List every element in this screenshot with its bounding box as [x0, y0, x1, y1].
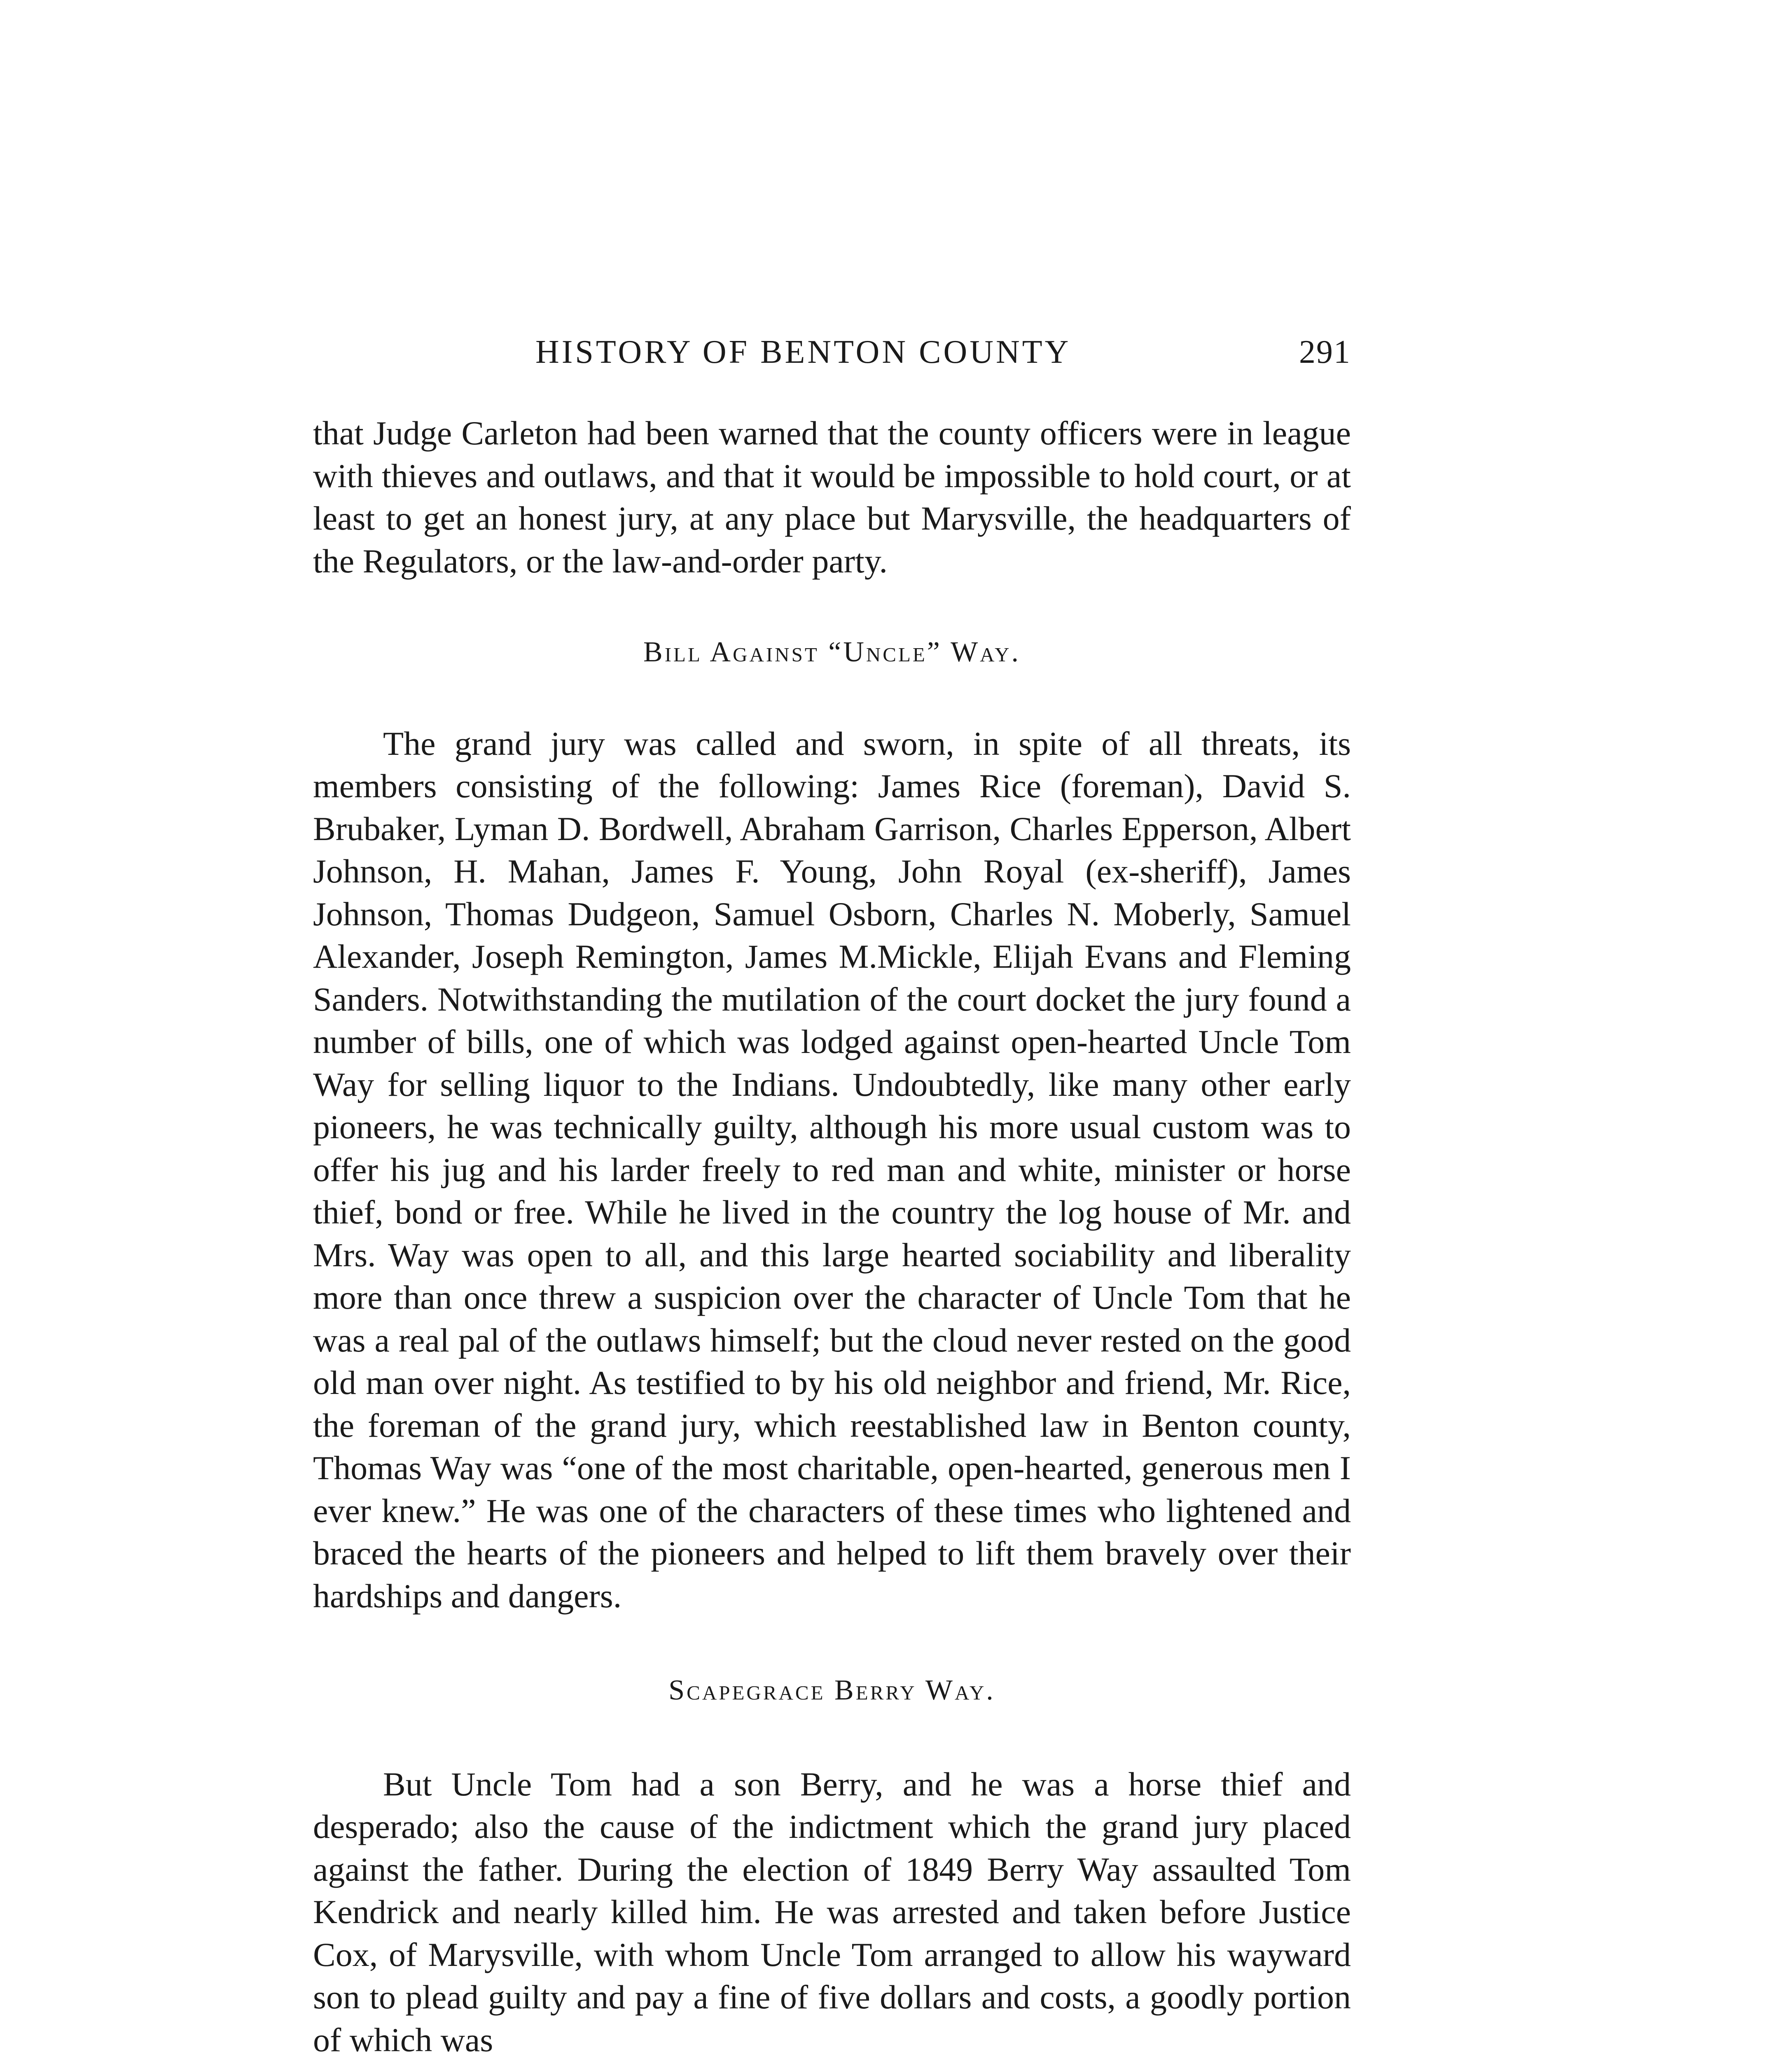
section-heading-bill-against-uncle-way: Bill Against “Uncle” Way.: [643, 636, 1021, 668]
page-number: 291: [1299, 334, 1351, 370]
section-heading-scapegrace-berry-way: Scapegrace Berry Way.: [668, 1674, 995, 1706]
running-head: [313, 329, 1351, 375]
paragraph-grand-jury: The grand jury was called and sworn, in spite of all threats, its members consisting of the following: James Rice (foreman), David S. Brubaker, Lyman D. Bordwell, Abraham Garrison, Charles Epperson, Albert Johnson, H. Mahan, James F. Young, John Royal (ex-sheriff), James Johnson, Thomas Dudgeon, Samuel Osborn, Charles N. Moberly, Samuel Alexander, Joseph Remington, James M.Mickle, Elijah Evans and Fleming Sanders. Notwithstanding the mutilation of the court docket the jury found a number of bills, one of which was lodged against open-hearted Uncle Tom Way for selling liquor to the Indians. Undoubtedly, like many other early pioneers, he was technically guilty, although his more usual custom was to offer his jug and his larder freely to red man and white, minister or horse thief, bond or free. While he lived in the country the log house of Mr. and Mrs. Way was open to all, and this large hearted sociability and liberality more than once threw a suspicion over the character of Uncle Tom that he was a real pal of the outlaws himself; but the cloud never rested on the good old man over night. As testified to by his old neighbor and friend, Mr. Rice, the foreman of the grand jury, which reestablished law in Benton county, Thomas Way was “one of the most charitable, open-hearted, generous men I ever knew.” He was one of the characters of these times who lightened and braced the hearts of the pioneers and helped to lift them bravely over their hardships and dangers.: [313, 724, 1351, 1615]
paragraph-continuation: that Judge Carleton had been warned that the county officers were in league with thieves and outlaws, and that it would be impossible to hold court, or at least to get an honest jury, at any place but Marysville, the headquarters of the Regulators, or the law-and-order party.: [313, 414, 1351, 580]
paragraph-berry-way: But Uncle Tom had a son Berry, and he was a horse thief and desperado; also the cause of the indictment which the grand jury placed against the father. During the election of 1849 Berry Way assaulted Tom Kendrick and nearly killed him. He was arrested and taken before Justice Cox, of Marysville, with whom Uncle Tom arranged to allow his wayward son to plead guilty and pay a fine of five dollars and costs, a goodly portion of which was: [313, 1765, 1351, 2059]
running-head-title: HISTORY OF BENTON COUNTY: [535, 334, 1071, 370]
body-text: [313, 412, 1351, 2059]
